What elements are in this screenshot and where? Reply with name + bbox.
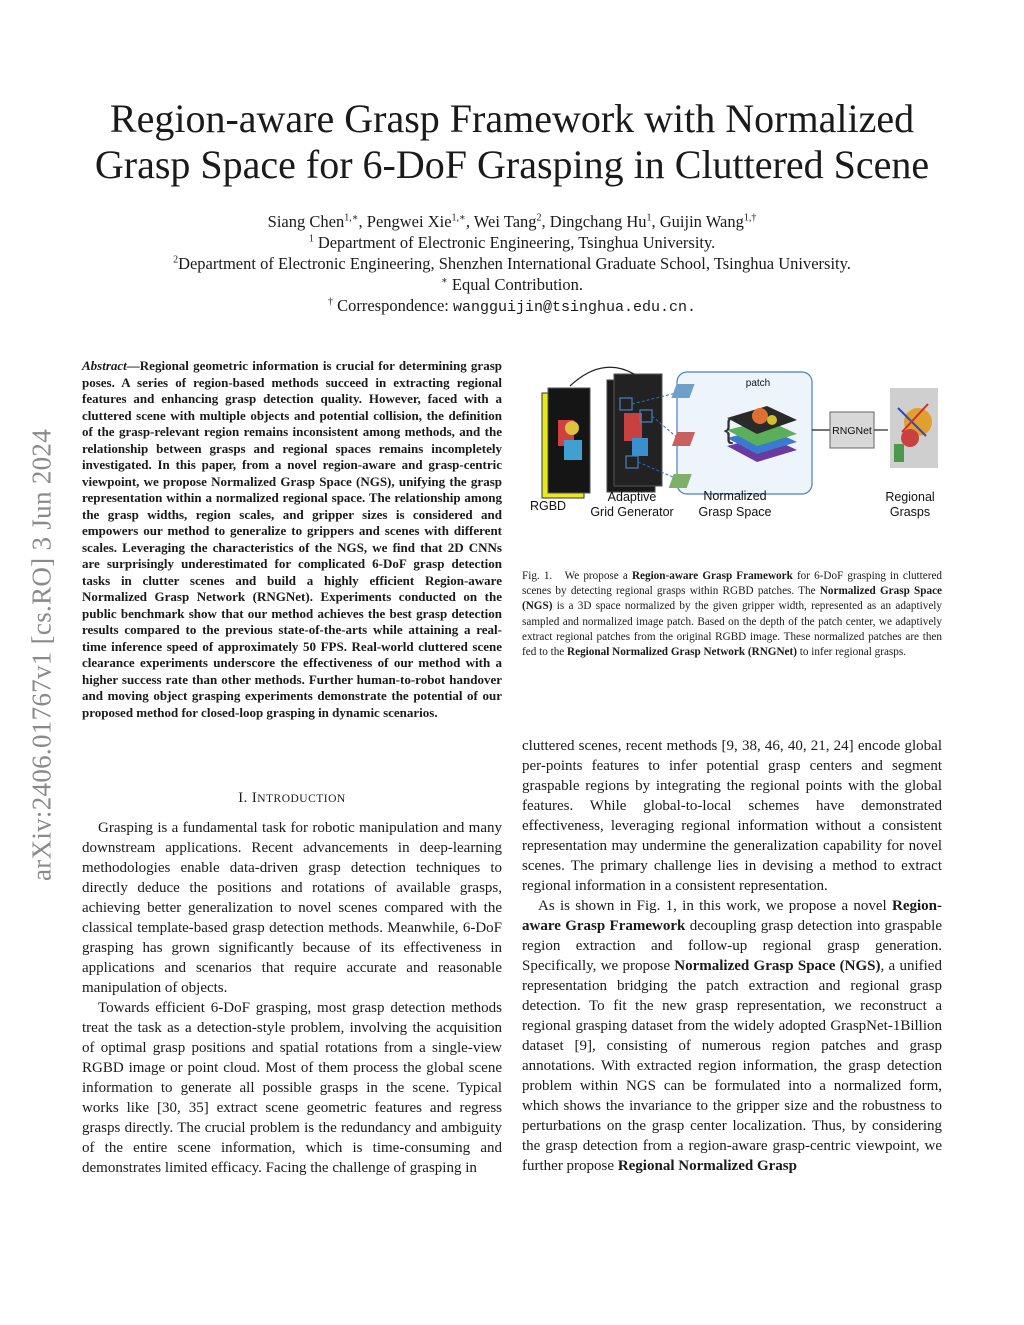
svg-text:{: { bbox=[724, 413, 734, 444]
rgbd-image bbox=[542, 388, 590, 498]
abstract-text: —Regional geometric information is crucial for determining grasp poses. A series of region-based methods succeed in extracting regional features and enhancing grasp detection quality. However, faced with a cluttered scene with multiple objects and potential collision, the definition of the grasp-relevant region remains inconsistent among methods, and the relationship between grasps and regional spaces remains incompletely investigated. In this paper, from a novel region-aware and grasp-centric viewpoint, we propose Normalized Grasp Space (NGS), unifying the grasp representation within a normalized regional space. The relationship among the grasp widths, region scales, and gripper sizes is considered and empowers our method to generalize to grippers and scenes with different scales. Leveraging the characteristics of the NGS, we find that 2D CNNs are surprisingly underestimated for complicated 6-DoF grasp detection tasks in clutter scenes and build a highly efficient Region-aware Normalized Grasp Network (RNGNet). Experiments conducted on the public benchmark show that our method achieves the best grasp detection results compared to the previous state-of-the-arts while attaining a real-time inference speed of approximately 50 FPS. Real-world cluttered scene clearance experiments underscore the effectiveness of our method with a higher success rate than other methods. Further human-to-robot handover and moving object grasping experiments demonstrate the potential of our proposed method for closed-loop grasping in dynamic scenarios. bbox=[82, 358, 502, 720]
regional-grasps-image bbox=[890, 388, 938, 468]
intro-left-column bbox=[82, 818, 502, 1178]
figure-1 bbox=[522, 358, 942, 548]
author-block bbox=[60, 211, 964, 318]
author-name: Wei Tang bbox=[473, 212, 537, 231]
paper-title bbox=[60, 96, 964, 188]
figure-1-caption: Fig. 1. We propose a Region-aware Grasp Framework for 6-DoF grasping in cluttered scenes by detecting regional grasps within RGBD patches. The Normalized Grasp Space (NGS) is a 3D space normalized by the given gripper width, represented as an adaptively sampled and normalized image patch. Based on the depth of the patch center, we adaptively extract regional patches from the original RGBD image. These normalized patches are then fed to the Regional Normalized Grasp Network (RNGNet) to infer regional grasps. bbox=[522, 570, 943, 659]
section-heading-introduction: I. INTRODUCTION bbox=[238, 790, 346, 806]
affiliation-2: $^2$Department of Electronic Engineering, Shenzhen International Graduate School, Tsinghua University. bbox=[173, 254, 851, 273]
rngnet-label: RNGNet bbox=[832, 425, 872, 437]
label-rgbd: RGBD bbox=[529, 499, 567, 513]
affiliation-1: $^1$ Department of Electronic Engineering, Tsinghua University. bbox=[308, 233, 716, 252]
figure-1-diagram bbox=[522, 358, 942, 548]
caption-label: Fig. 1. bbox=[522, 570, 553, 582]
arxiv-sidebar bbox=[17, 355, 67, 955]
abstract bbox=[82, 358, 502, 721]
intro-paragraph-3: cluttered scenes, recent methods [9, 38, 46, 40, 21, 24] encode global per-points features to infer potential grasp centers and segment graspable regions by integrating the regional points with the global features. While global-to-local schemes have demonstrated effectiveness, leveraging regional information without a consistent representation may undermine the generalization capability for novel scenes. The primary challenge lies in devising a method to extract regional information in a consistent representation. bbox=[522, 738, 942, 894]
correspondence-email[interactable]: wangguijin@tsinghua.edu.cn. bbox=[453, 299, 697, 316]
title-line-1: Region-aware Grasp Framework with Normalized bbox=[109, 96, 915, 141]
author-name: Guijin Wang bbox=[659, 212, 744, 231]
intro-paragraph-1: Grasping is a fundamental task for robotic manipulation and many downstream applications. Recent advancements in deep-learning methodologies enable data-driven grasp detection techniques to directly deduce the positions and rotations of available grasps, achieving better generalization to novel scenes compared with the classical template-based grasp detection methods. Meanwhile, 6-DoF grasping has grown significantly because of its effectiveness in applications and scenarios that require accurate and reasonable manipulation of objects. bbox=[82, 820, 502, 996]
label-grid-generator: Grid Generator bbox=[590, 505, 674, 519]
abstract-label: Abstract bbox=[82, 358, 127, 373]
patch-label: patch bbox=[745, 378, 771, 389]
label-grasp-space: Grasp Space bbox=[698, 505, 772, 519]
label-regional: Regional bbox=[885, 490, 935, 504]
intro-paragraph-4: As is shown in Fig. 1, in this work, we propose a novel Region-aware Grasp Framework decoupling grasp detection into graspable region extraction and follow-up regional grasp generation. Specifically, we propose Normalized Grasp Space (NGS), a unified representation bridging the patch extraction and regional grasp detection. To fit the new grasp representation, we reconstruct a regional grasping dataset from the widely adopted GraspNet-1Billion dataset [9], consisting of numerous region patches and grasp annotations. With extracted region information, the grasp detection problem within NGS can be formulated into a normalized form, which shows the invariance to the gripper size and the robustness to perturbations on the grasp center localization. Thus, by considering the grasp detection from a region-aware grasp-centric viewpoint, we further propose Regional Normalized Grasp bbox=[522, 898, 942, 1174]
equal-contribution: ∗ Equal Contribution. bbox=[441, 275, 583, 294]
intro-paragraph-2: Towards efficient 6-DoF grasping, most grasp detection methods treat the task as a detection-style problem, involving the acquisition of optimal grasp positions and spatial rotations from a single-view RGBD image or point cloud. Most of them process the global scene information to generate all possible grasps in the scene. Typical works like [30, 35] extract scene geometric features and regress grasps directly. The crucial problem is the redundancy and ambiguity of the entire scene information, which is time-consuming and demonstrates limited efficacy. Facing the challenge of grasping in bbox=[82, 1000, 502, 1176]
arxiv-identifier: arXiv:2406.01767v1 [cs.RO] 3 Jun 2024 bbox=[26, 428, 57, 882]
label-normalized: Normalized bbox=[703, 489, 767, 503]
label-grasps: Grasps bbox=[889, 505, 931, 519]
author-name: Siang Chen bbox=[267, 212, 345, 231]
adaptive-grid-image bbox=[607, 374, 662, 492]
correspondence: † Correspondence: wangguijin@tsinghua.edu.cn. bbox=[327, 296, 697, 316]
label-adaptive: Adaptive bbox=[607, 490, 657, 504]
author-list: Siang Chen$^{1,∗}$, Pengwei Xie$^{1,∗}$, Wei Tang$^2$, Dingchang Hu$^1$, Guijin Wang$^{1,\dagger}$ bbox=[267, 212, 757, 231]
author-name: Pengwei Xie bbox=[366, 212, 452, 231]
author-name: Dingchang Hu bbox=[549, 212, 647, 231]
intro-right-column bbox=[522, 736, 942, 1176]
title-line-2: Grasp Space for 6-DoF Grasping in Cluttered Scene bbox=[94, 142, 930, 187]
